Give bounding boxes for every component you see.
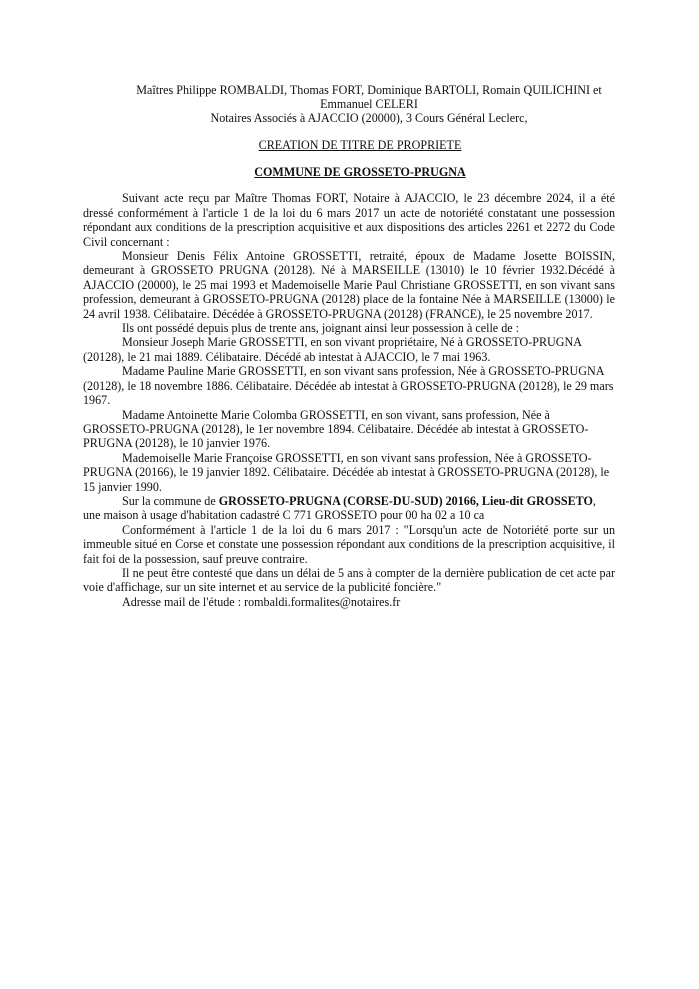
paragraph-acte: Suivant acte reçu par Maître Thomas FORT, Notaire à AJACCIO, le 23 décembre 2024, il a été dressé conformément à l'article 1 de la loi du 6 mars 2017 un acte de notoriété constatant une possession répondant aux conditions de la prescription acquisitive et aux dispositions des articles 2261 et 2272 du Code Civil concernant : — [83, 191, 615, 249]
paragraph-law-quote: Conformément à l'article 1 de la loi du 6 mars 2017 : "Lorsqu'un acte de Notoriété porte sur un immeuble situé en Corse et constate une possession répondant aux conditions de la prescription acquisitive, il fait foi de la possession, sauf preuve contraire. — [83, 522, 615, 566]
paragraph-pauline: Madame Pauline Marie GROSSETTI, en son vivant sans profession, Née à GROSSETO-PRUGNA (20128), le 18 novembre 1886. Célibataire. Décédée ab intestat à GROSSETO-PRUGNA (20128), le 29 mars 1967. — [83, 364, 614, 408]
email-label: Adresse mail de l'étude : — [122, 594, 245, 609]
header-line-3: Notaires Associés à AJACCIO (20000), 3 Cours Général Leclerc, — [210, 111, 528, 126]
property-location: GROSSETO-PRUGNA (CORSE-DU-SUD) 20166, Lieu-dit GROSSETO — [218, 493, 593, 508]
paragraph-possession-intro: Ils ont possédé depuis plus de trente ans, joignant ainsi leur possession à celle de : — [122, 321, 519, 336]
paragraph-property — [83, 494, 615, 523]
commune-heading: COMMUNE DE GROSSETO-PRUGNA — [254, 165, 466, 180]
property-post: , une maison à usage d'habitation cadastré C 771 GROSSETO pour 00 ha 02 a 10 ca — [83, 493, 596, 523]
document-page — [83, 83, 615, 609]
paragraph-contest-delay: Il ne peut être contesté que dans un délai de 5 ans à compter de la dernière publication de cet acte par voie d'affichage, sur un site internet et au service de la publicité foncière." — [83, 565, 615, 595]
notary-header — [113, 83, 625, 126]
paragraph-possessors: Monsieur Denis Félix Antoine GROSSETTI, retraité, époux de Madame Josette BOISSIN, demeurant à GROSSETO PRUGNA (20128). Né à MARSEILLE (13010) le 10 février 1932.Décédé à AJACCIO (20000), le 25 mai 1993 et Mademoiselle Marie Paul Christiane GROSSETTI, en son vivant sans profession, demeurant à GROSSETO-PRUGNA (20128) place de la fontaine Née à MARSEILLE (13000) le 24 avril 1938. Célibataire. Décédée à GROSSETO-PRUGNA (20128) (FRANCE), le 25 novembre 2017. — [83, 249, 615, 321]
paragraph-marie-francoise: Mademoiselle Marie Françoise GROSSETTI, en son vivant sans profession, Née à GROSSETO-PRUGNA (20166), le 19 janvier 1892. Célibataire. Décédée ab intestat à GROSSETO-PRUGNA (20128), le 15 janvier 1990. — [83, 450, 610, 494]
email-address: rombaldi.formalites@notaires.fr — [244, 594, 401, 609]
header-line-1: Maîtres Philippe ROMBALDI, Thomas FORT, Dominique BARTOLI, Romain QUILICHINI et — [136, 83, 602, 97]
property-pre: Sur la commune de — [122, 493, 219, 508]
paragraph-email — [83, 595, 615, 609]
paragraph-joseph: Monsieur Joseph Marie GROSSETTI, en son vivant propriétaire, Né à GROSSETO-PRUGNA (20128), le 21 mai 1889. Célibataire. Décédé ab intestat à AJACCIO, le 7 mai 1963. — [83, 335, 582, 364]
document-title: CREATION DE TITRE DE PROPRIETE — [258, 137, 462, 152]
header-line-2: Emmanuel CELERI — [320, 97, 418, 112]
paragraph-antoinette: Madame Antoinette Marie Colomba GROSSETTI, en son vivant, sans profession, Née à GROSSETO-PRUGNA (20128), le 1er novembre 1894. Célibataire. Décédée ab intestat à GROSSETO-PRUGNA (20128), le 10 janvier 1976. — [83, 407, 589, 451]
document-body — [83, 191, 615, 609]
